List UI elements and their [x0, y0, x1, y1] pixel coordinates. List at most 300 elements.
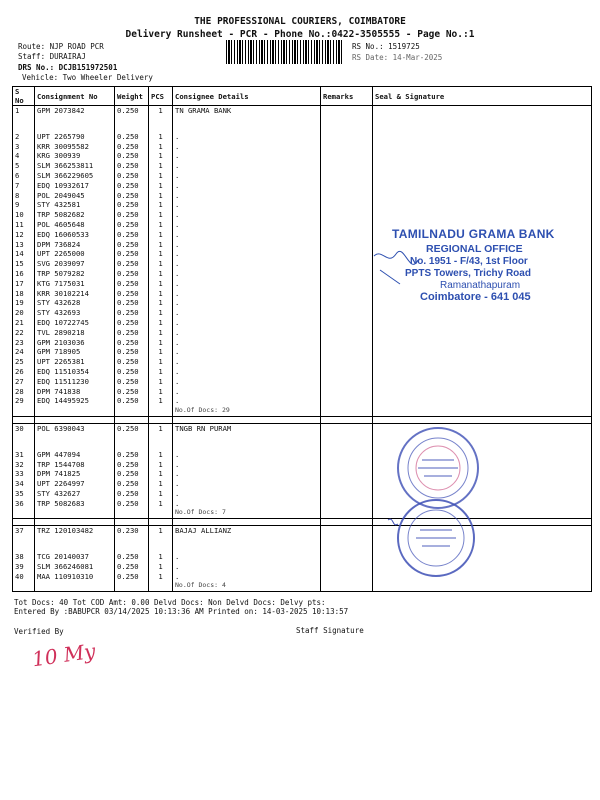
cell-weight: 0.250: [115, 423, 149, 433]
cell-weight: 0.250: [115, 308, 149, 318]
spacer-cell: [35, 519, 115, 526]
cell-pcs: 1: [149, 151, 173, 161]
cell-remarks: [321, 200, 373, 210]
cell-pcs: 1: [149, 396, 173, 406]
stamp-address2: PPTS Towers, Trichy Road: [405, 268, 531, 279]
table-row: [13, 450, 592, 460]
spacer-cell: [115, 581, 149, 591]
table-row: [13, 489, 592, 499]
spacer-row: [13, 416, 592, 423]
cell-consignment: UPT 2265790: [35, 132, 115, 142]
cell-consignment: STY 432581: [35, 200, 115, 210]
spacer-cell: [373, 116, 592, 132]
spacer-cell: [321, 116, 373, 132]
cell-consignment: EDQ 11510354: [35, 367, 115, 377]
stamp-address1: No. 1951 - F/43, 1st Floor: [410, 256, 528, 267]
cell-consignment: EDQ 11511230: [35, 377, 115, 387]
cell-consignee: .: [173, 347, 321, 357]
spacer-cell: [35, 406, 115, 416]
cell-sno: 22: [13, 328, 35, 338]
cell-weight: 0.250: [115, 142, 149, 152]
cell-remarks: [321, 396, 373, 406]
cell-remarks: [321, 171, 373, 181]
cell-seal: [373, 328, 592, 338]
runsheet-table: [12, 86, 592, 592]
cell-weight: 0.250: [115, 279, 149, 289]
no-of-docs: No.Of Docs: 4: [173, 581, 321, 591]
cell-consignee: .: [173, 230, 321, 240]
table-row: [13, 377, 592, 387]
cell-sno: 31: [13, 450, 35, 460]
spacer-cell: [115, 406, 149, 416]
cell-remarks: [321, 562, 373, 572]
cell-sno: 34: [13, 479, 35, 489]
cell-weight: 0.250: [115, 377, 149, 387]
cell-remarks: [321, 220, 373, 230]
cell-remarks: [321, 181, 373, 191]
cell-pcs: 1: [149, 220, 173, 230]
cell-consignment: KTG 7175031: [35, 279, 115, 289]
cell-consignment: GPM 447094: [35, 450, 115, 460]
cell-sno: 29: [13, 396, 35, 406]
cell-pcs: 1: [149, 200, 173, 210]
cell-remarks: [321, 572, 373, 582]
cell-weight: 0.250: [115, 289, 149, 299]
cell-seal: [373, 387, 592, 397]
totals-line: Tot Docs: 40 Tot COD Amt: 0.00 Delvd Docs: Non Delvd Docs: Delvy pts:: [14, 598, 326, 607]
cell-remarks: [321, 298, 373, 308]
table-row: [13, 562, 592, 572]
spacer-cell: [149, 508, 173, 518]
cell-weight: 0.250: [115, 357, 149, 367]
cell-consignee: .: [173, 450, 321, 460]
spacer-row: [13, 536, 592, 552]
table-row: [13, 151, 592, 161]
spacer-cell: [115, 519, 149, 526]
spacer-cell: [35, 508, 115, 518]
col-pcs: PCS: [149, 87, 173, 106]
cell-consignee: .: [173, 479, 321, 489]
cell-pcs: 1: [149, 230, 173, 240]
cell-consignee: .: [173, 142, 321, 152]
cell-remarks: [321, 357, 373, 367]
cell-remarks: [321, 423, 373, 433]
cell-consignee: .: [173, 249, 321, 259]
cell-sno: 15: [13, 259, 35, 269]
spacer-row: [13, 519, 592, 526]
cell-consignee: BAJAJ ALLIANZ: [173, 526, 321, 536]
cell-weight: 0.250: [115, 347, 149, 357]
cell-weight: 0.250: [115, 479, 149, 489]
cell-sno: 14: [13, 249, 35, 259]
table-row: [13, 132, 592, 142]
stamp-office: REGIONAL OFFICE: [426, 243, 523, 255]
spacer-cell: [13, 536, 35, 552]
cell-remarks: [321, 552, 373, 562]
spacer-cell: [13, 519, 35, 526]
cell-consignee: .: [173, 171, 321, 181]
spacer-cell: [321, 406, 373, 416]
cell-consignment: GPM 2103036: [35, 338, 115, 348]
cell-consignee: .: [173, 220, 321, 230]
cell-weight: 0.250: [115, 161, 149, 171]
table-row: [13, 191, 592, 201]
cell-remarks: [321, 367, 373, 377]
cell-consignment: TRP 5082683: [35, 499, 115, 509]
stamp-bank-name: TAMILNADU GRAMA BANK: [392, 227, 555, 241]
cell-remarks: [321, 318, 373, 328]
spacer-cell: [321, 536, 373, 552]
cell-pcs: 1: [149, 181, 173, 191]
cell-consignee: .: [173, 328, 321, 338]
cell-sno: 35: [13, 489, 35, 499]
cell-remarks: [321, 161, 373, 171]
cell-consignee: .: [173, 318, 321, 328]
cell-consignee: .: [173, 298, 321, 308]
spacer-cell: [173, 434, 321, 450]
cell-consignee: TN GRAMA BANK: [173, 106, 321, 116]
cell-sno: 10: [13, 210, 35, 220]
docs-count-row: [13, 406, 592, 416]
cell-consignment: TRP 5082682: [35, 210, 115, 220]
cell-consignee: .: [173, 367, 321, 377]
cell-seal: [373, 347, 592, 357]
docs-count-row: [13, 581, 592, 591]
cell-consignee: .: [173, 552, 321, 562]
cell-sno: 2: [13, 132, 35, 142]
cell-pcs: 1: [149, 460, 173, 470]
cell-remarks: [321, 142, 373, 152]
cell-consignment: SLM 366229605: [35, 171, 115, 181]
cell-sno: 9: [13, 200, 35, 210]
cell-weight: 0.250: [115, 499, 149, 509]
cell-consignment: GPM 2073842: [35, 106, 115, 116]
cell-consignee: .: [173, 200, 321, 210]
col-consignment: Consignment No: [35, 87, 115, 106]
table-row: [13, 479, 592, 489]
cell-consignment: DPM 736824: [35, 240, 115, 250]
cell-weight: 0.250: [115, 151, 149, 161]
cell-sno: 39: [13, 562, 35, 572]
table-row: [13, 469, 592, 479]
vehicle-label: Vehicle: Two Wheeler Delivery: [22, 73, 153, 82]
col-remarks: Remarks: [321, 87, 373, 106]
cell-weight: 0.250: [115, 489, 149, 499]
cell-sno: 17: [13, 279, 35, 289]
cell-pcs: 1: [149, 338, 173, 348]
cell-pcs: 1: [149, 357, 173, 367]
cell-pcs: 1: [149, 479, 173, 489]
cell-seal: [373, 200, 592, 210]
cell-remarks: [321, 259, 373, 269]
spacer-cell: [13, 116, 35, 132]
cell-weight: 0.250: [115, 249, 149, 259]
cell-sno: 7: [13, 181, 35, 191]
cell-pcs: 1: [149, 308, 173, 318]
cell-consignee: .: [173, 572, 321, 582]
cell-consignment: EDQ 10932617: [35, 181, 115, 191]
cell-pcs: 1: [149, 171, 173, 181]
staff-signature-label: Staff Signature: [296, 626, 364, 635]
cell-pcs: 1: [149, 562, 173, 572]
cell-weight: 0.250: [115, 269, 149, 279]
cell-remarks: [321, 347, 373, 357]
cell-consignment: STY 432628: [35, 298, 115, 308]
cell-consignment: EDQ 14495925: [35, 396, 115, 406]
cell-seal: [373, 191, 592, 201]
cell-sno: 16: [13, 269, 35, 279]
spacer-cell: [35, 416, 115, 423]
cell-consignment: TVL 2890218: [35, 328, 115, 338]
cell-sno: 38: [13, 552, 35, 562]
cell-weight: 0.250: [115, 572, 149, 582]
cell-pcs: 1: [149, 269, 173, 279]
spacer-cell: [149, 536, 173, 552]
cell-pcs: 1: [149, 240, 173, 250]
spacer-cell: [13, 508, 35, 518]
col-weight: Weight: [115, 87, 149, 106]
rs-date: RS Date: 14-Mar-2025: [352, 53, 443, 62]
spacer-cell: [173, 416, 321, 423]
cell-consignee: .: [173, 191, 321, 201]
cell-weight: 0.250: [115, 181, 149, 191]
staff-label: Staff: DURAIRAJ: [18, 52, 86, 61]
cell-sno: 26: [13, 367, 35, 377]
cell-remarks: [321, 289, 373, 299]
cell-consignee: .: [173, 289, 321, 299]
table-row: [13, 308, 592, 318]
table-header: [13, 87, 592, 106]
spacer-cell: [321, 416, 373, 423]
cell-pcs: 1: [149, 347, 173, 357]
table-row: [13, 347, 592, 357]
cell-remarks: [321, 210, 373, 220]
spacer-cell: [321, 581, 373, 591]
cell-remarks: [321, 479, 373, 489]
cell-consignee: .: [173, 469, 321, 479]
cell-consignee: .: [173, 377, 321, 387]
cell-remarks: [321, 338, 373, 348]
cell-pcs: 1: [149, 552, 173, 562]
cell-consignment: POL 2049045: [35, 191, 115, 201]
cell-weight: 0.250: [115, 210, 149, 220]
cell-weight: 0.250: [115, 460, 149, 470]
cell-consignment: DPM 741825: [35, 469, 115, 479]
group-lead-row: [13, 106, 592, 116]
stamp-address3: Ramanathapuram: [440, 280, 521, 291]
cell-weight: 0.250: [115, 230, 149, 240]
cell-sno: 27: [13, 377, 35, 387]
cell-remarks: [321, 191, 373, 201]
table-row: [13, 171, 592, 181]
cell-pcs: 1: [149, 572, 173, 582]
spacer-cell: [35, 581, 115, 591]
cell-consignee: .: [173, 269, 321, 279]
spacer-cell: [149, 581, 173, 591]
cell-pcs: 1: [149, 298, 173, 308]
cell-remarks: [321, 450, 373, 460]
cell-remarks: [321, 460, 373, 470]
cell-weight: 0.250: [115, 200, 149, 210]
no-of-docs: No.Of Docs: 7: [173, 508, 321, 518]
cell-pcs: 1: [149, 499, 173, 509]
cell-weight: 0.250: [115, 259, 149, 269]
cell-consignment: UPT 2265381: [35, 357, 115, 367]
cell-weight: 0.250: [115, 132, 149, 142]
cell-pcs: 1: [149, 142, 173, 152]
cell-consignment: UPT 2264997: [35, 479, 115, 489]
col-seal: Seal & Signature: [373, 87, 592, 106]
cell-consignee: .: [173, 161, 321, 171]
cell-consignment: TCG 20140037: [35, 552, 115, 562]
cell-pcs: 1: [149, 377, 173, 387]
cell-pcs: 1: [149, 489, 173, 499]
cell-pcs: 1: [149, 259, 173, 269]
cell-sno: 11: [13, 220, 35, 230]
verified-by: Verified By: [14, 627, 64, 636]
cell-seal: [373, 106, 592, 116]
cell-sno: 37: [13, 526, 35, 536]
cell-weight: 0.250: [115, 298, 149, 308]
cell-consignee: .: [173, 210, 321, 220]
cell-seal: [373, 377, 592, 387]
spacer-row: [13, 434, 592, 450]
spacer-cell: [115, 416, 149, 423]
cell-weight: 0.250: [115, 396, 149, 406]
spacer-cell: [149, 416, 173, 423]
table-row: [13, 499, 592, 509]
cell-seal: [373, 396, 592, 406]
cell-consignee: .: [173, 489, 321, 499]
cell-remarks: [321, 526, 373, 536]
cell-weight: 0.250: [115, 240, 149, 250]
barcode: [226, 40, 344, 64]
cell-sno: 32: [13, 460, 35, 470]
cell-consignment: TRP 1544708: [35, 460, 115, 470]
entered-line: Entered By :BABUPCR 03/14/2025 10:13:36 AM Printed on: 14-03-2025 10:13:57: [14, 607, 349, 616]
cell-consignee: .: [173, 499, 321, 509]
cell-consignment: DPM 741838: [35, 387, 115, 397]
cell-remarks: [321, 328, 373, 338]
cell-consignment: UPT 2265000: [35, 249, 115, 259]
cell-consignment: GPM 718905: [35, 347, 115, 357]
table-row: [13, 367, 592, 377]
cell-sno: 21: [13, 318, 35, 328]
company-title: THE PROFESSIONAL COURIERS, COIMBATORE: [194, 16, 406, 27]
spacer-cell: [35, 434, 115, 450]
group-lead-row: [13, 526, 592, 536]
cell-weight: 0.250: [115, 450, 149, 460]
spacer-cell: [13, 416, 35, 423]
cell-weight: 0.250: [115, 171, 149, 181]
cell-remarks: [321, 132, 373, 142]
cell-consignment: POL 4605648: [35, 220, 115, 230]
table-row: [13, 318, 592, 328]
cell-sno: 25: [13, 357, 35, 367]
cell-seal: [373, 210, 592, 220]
spacer-cell: [321, 434, 373, 450]
cell-pcs: 1: [149, 289, 173, 299]
cell-sno: 12: [13, 230, 35, 240]
cell-sno: 33: [13, 469, 35, 479]
cell-seal: [373, 181, 592, 191]
cell-pcs: 1: [149, 387, 173, 397]
cell-consignee: .: [173, 562, 321, 572]
table-row: [13, 181, 592, 191]
cell-weight: 0.250: [115, 328, 149, 338]
cell-weight: 0.250: [115, 191, 149, 201]
cell-remarks: [321, 106, 373, 116]
cell-seal: [373, 161, 592, 171]
cell-consignee: .: [173, 279, 321, 289]
cell-remarks: [321, 240, 373, 250]
cell-consignment: STY 432693: [35, 308, 115, 318]
runsheet-subtitle: Delivery Runsheet - PCR - Phone No.:0422-3505555 - Page No.:1: [125, 29, 475, 40]
cell-sno: 19: [13, 298, 35, 308]
cell-remarks: [321, 249, 373, 259]
no-of-docs: No.Of Docs: 29: [173, 406, 321, 416]
cell-consignment: SVG 2039097: [35, 259, 115, 269]
cell-consignee: .: [173, 151, 321, 161]
cell-consignment: TRP 5079282: [35, 269, 115, 279]
cell-sno: 13: [13, 240, 35, 250]
spacer-cell: [115, 116, 149, 132]
cell-pcs: 1: [149, 526, 173, 536]
spacer-cell: [149, 519, 173, 526]
cell-sno: 8: [13, 191, 35, 201]
cell-pcs: 1: [149, 469, 173, 479]
cell-sno: 3: [13, 142, 35, 152]
cell-sno: 1: [13, 106, 35, 116]
spacer-cell: [13, 434, 35, 450]
table-row: [13, 387, 592, 397]
spacer-cell: [35, 536, 115, 552]
table-row: [13, 357, 592, 367]
spacer-cell: [149, 116, 173, 132]
cell-consignment: SLM 366246081: [35, 562, 115, 572]
cell-pcs: 1: [149, 191, 173, 201]
cell-weight: 0.250: [115, 220, 149, 230]
cell-sno: 36: [13, 499, 35, 509]
table-row: [13, 210, 592, 220]
spacer-cell: [173, 116, 321, 132]
cell-pcs: 1: [149, 106, 173, 116]
cell-sno: 24: [13, 347, 35, 357]
cell-consignment: POL 6390043: [35, 423, 115, 433]
cell-consignment: MAA 110910310: [35, 572, 115, 582]
cell-sno: 6: [13, 171, 35, 181]
cell-sno: 28: [13, 387, 35, 397]
spacer-cell: [13, 581, 35, 591]
cell-remarks: [321, 279, 373, 289]
cell-pcs: 1: [149, 210, 173, 220]
cell-consignment: EDQ 10722745: [35, 318, 115, 328]
cell-seal: [373, 367, 592, 377]
table-row: [13, 552, 592, 562]
rs-number: RS No.: 1519725: [352, 42, 420, 51]
table-row: [13, 572, 592, 582]
cell-seal: [373, 357, 592, 367]
spacer-cell: [115, 508, 149, 518]
cell-remarks: [321, 308, 373, 318]
cell-weight: 0.250: [115, 552, 149, 562]
cell-weight: 0.250: [115, 367, 149, 377]
cell-consignee: .: [173, 387, 321, 397]
table-row: [13, 328, 592, 338]
cell-sno: 40: [13, 572, 35, 582]
docs-count-row: [13, 508, 592, 518]
group-lead-row: [13, 423, 592, 433]
